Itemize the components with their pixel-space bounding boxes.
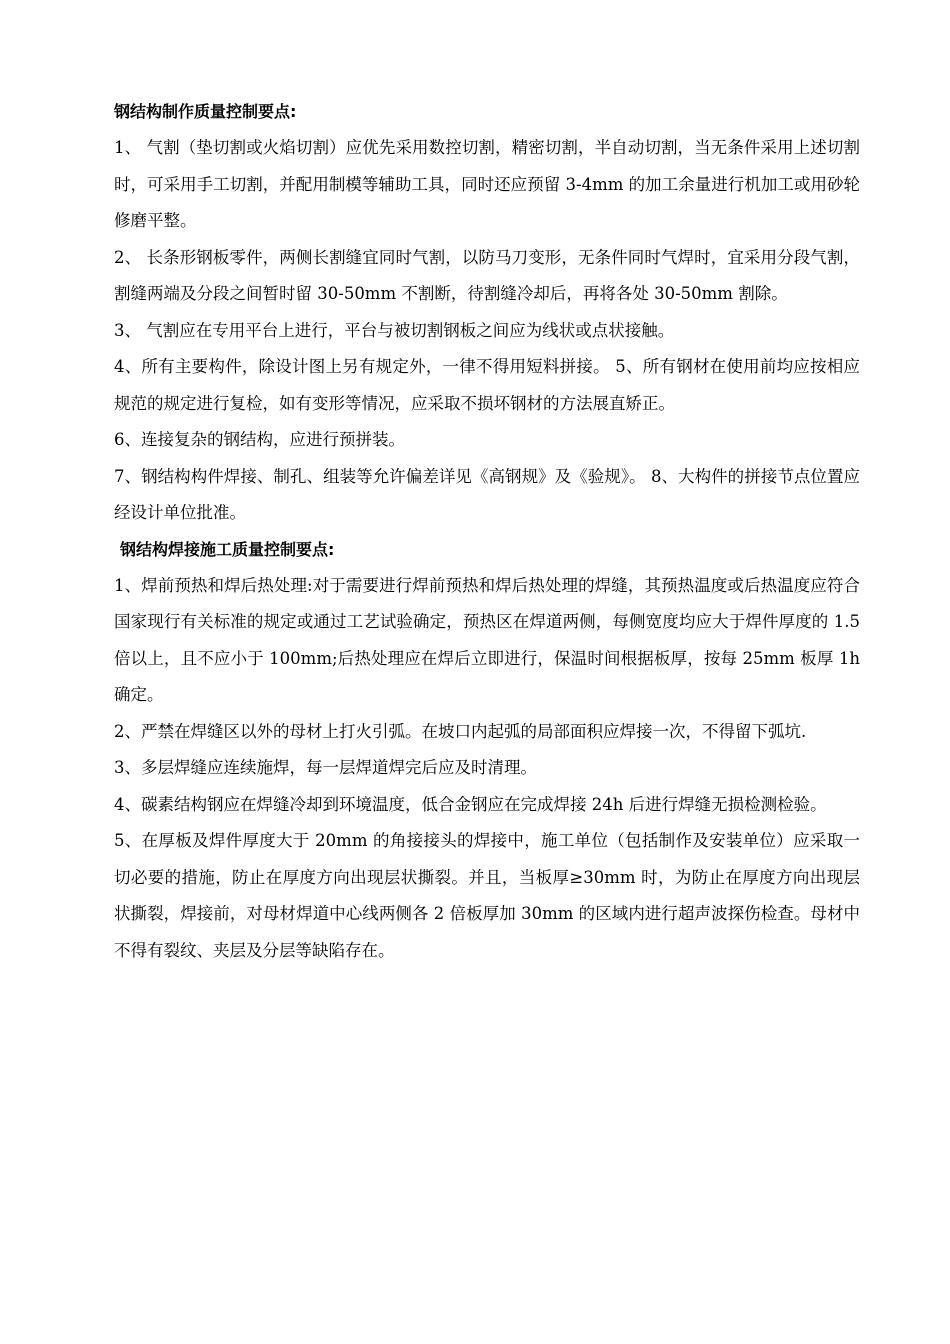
paragraph-arc-strike: 2、严禁在焊缝区以外的母材上打火引弧。在坡口内起弧的局部面积应焊接一次，不得留下弧坑. — [114, 721, 807, 741]
section-heading-fabrication: 钢结构制作质量控制要点: — [114, 102, 297, 121]
paragraph-lamellar-tearing: 5、在厚板及焊件厚度大于 20mm 的角接接头的焊接中，施工单位（包括制作及安装单位）应采取一切必要的措施，防止在厚度方向出现层状撕裂。并且，当板厚≥30mm 时，为防止在厚度方向出现层状撕裂，焊接前，对母材焊道中心线两侧各 2 倍板厚加 30mm 的区域内进行超声波探伤检查。母材中不得有裂纹、夹层及分层等缺陷存在。 — [114, 831, 860, 960]
section-heading-welding: 钢结构焊接施工质量控制要点: — [120, 539, 335, 559]
paragraph-long-plates: 2、 长条形钢板零件，两侧长割缝宜同时气割，以防马刀变形，无条件同时气焊时，宜采用分段气割，割缝两端及分段之间暂时留 30-50mm 不割断，待割缝冷却后，再将各处 30-50mm 割除。 — [114, 247, 860, 303]
paragraph-cutting-platform: 3、 气割应在专用平台上进行，平台与被切割钢板之间应为线状或点状接触。 — [114, 320, 675, 340]
paragraph-ndt: 4、碳素结构钢应在焊缝冷却到环境温度，低合金钢应在完成焊接 24h 后进行焊缝无损检测检验。 — [114, 794, 827, 814]
paragraph-preheat: 1、焊前预热和焊后热处理:对于需要进行焊前预热和焊后热处理的焊缝，其预热温度或后热温度应符合国家现行有关标准的规定或通过工艺试验确定，预热区在焊道两侧，每侧宽度均应大于焊件厚度的 1.5 倍以上，且不应小于 100mm;后热处理应在焊后立即进行，保温时间根据板厚，按每 25mm 板厚 1h 确定。 — [114, 575, 860, 704]
paragraph-multilayer: 3、多层焊缝应连续施焊，每一层焊道焊完后应及时清理。 — [114, 758, 537, 777]
paragraph-main-members: 4、所有主要构件，除设计图上另有规定外，一律不得用短料拼接。 5、所有钢材在使用前均应按相应规范的规定进行复检，如有变形等情况，应采取不损坏钢材的方法展直矫正。 — [114, 357, 860, 413]
paragraph-tolerances: 7、钢结构构件焊接、制孔、组装等允许偏差详见《高钢规》及《验规》。 8、大构件的拼接节点位置应经设计单位批准。 — [114, 466, 860, 522]
paragraph-gas-cutting: 1、 气割（垫切割或火焰切割）应优先采用数控切割，精密切割，半自动切割，当无条件采用上述切割时，可采用手工切割，并配用制模等辅助工具，同时还应预留 3-4mm 的加工余量进行机加工或用砂轮修磨平整。 — [114, 138, 860, 230]
document-page — [114, 94, 860, 969]
paragraph-pre-assembly: 6、连接复杂的钢结构，应进行预拼装。 — [114, 430, 405, 449]
